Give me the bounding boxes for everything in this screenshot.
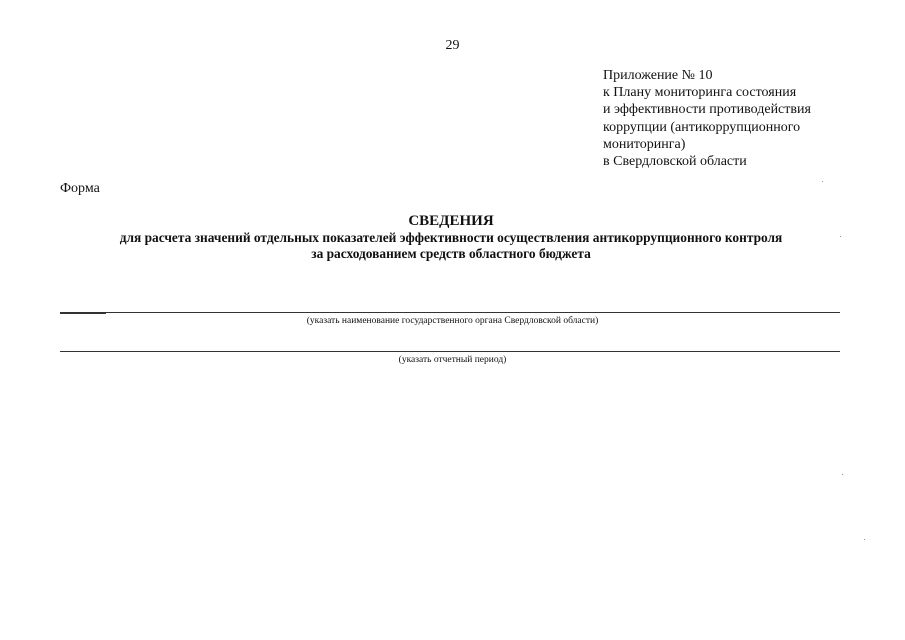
appendix-line: и эффективности противодействия (603, 102, 811, 118)
organ-hint: (указать наименование государственного органа Свердловской области) (306, 316, 599, 326)
heading-title: СВЕДЕНИЯ (408, 213, 494, 229)
organ-fill-line (60, 312, 840, 313)
form-label: Форма (60, 181, 100, 196)
heading-subtitle-line-1: для расчета значений отдельных показателей эффективности осуществления антикоррупционного контроля (119, 230, 783, 245)
appendix-line: коррупции (антикоррупционного (603, 119, 801, 135)
appendix-line: Приложение № 10 (603, 68, 713, 83)
appendix-line: в Свердловской области (603, 154, 747, 170)
appendix-line: мониторинга) (603, 136, 686, 152)
scan-speck (842, 474, 843, 475)
scan-speck (840, 236, 841, 237)
scan-speck (864, 539, 865, 540)
page-number: 29 (445, 38, 460, 53)
scan-speck (822, 181, 823, 182)
period-hint: (указать отчетный период) (398, 355, 507, 365)
appendix-line: к Плану мониторинга состояния (603, 85, 797, 101)
period-fill-line (60, 351, 840, 352)
appendix-block (603, 67, 893, 170)
heading-subtitle-line-2: за расходованием средств областного бюджета (311, 246, 591, 261)
organ-fill-line-underscore (60, 313, 106, 314)
document-heading (40, 213, 862, 262)
